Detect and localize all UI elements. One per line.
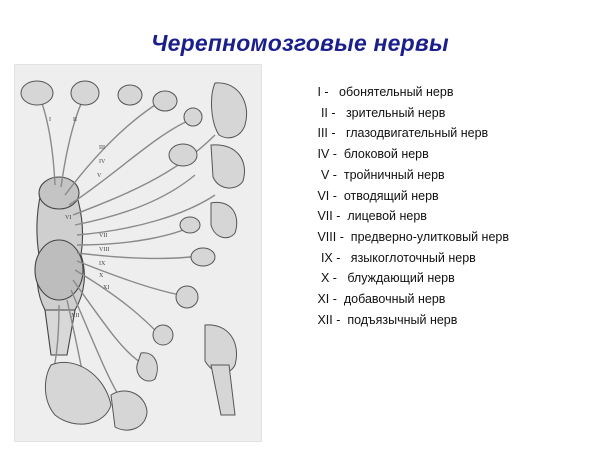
figure-numeral-VI: VI: [65, 215, 72, 221]
nerve-item-8: VIII - предверно-улитковый нерв: [314, 229, 509, 244]
nerve-item-10: X - блуждающий нерв: [314, 271, 455, 286]
figure-numeral-IV: IV: [99, 159, 106, 165]
nerve-item-9: IX - языкоглоточный нерв: [314, 250, 476, 265]
figure-numeral-VII: VII: [99, 233, 108, 239]
figure-numeral-IX: IX: [99, 261, 106, 267]
brainstem-drawing: [35, 177, 84, 355]
cranial-nerves-illustration: [14, 64, 262, 442]
nerve-item-5: V - тройничный нерв: [314, 167, 445, 182]
figure-numeral-X: X: [99, 273, 104, 279]
nerve-item-7: VII - лицевой нерв: [314, 209, 427, 224]
slide-title: Черепномозговые нервы: [151, 30, 449, 56]
nerve-item-1: I - обонятельный нерв: [314, 85, 454, 99]
figure-numeral-VIII: VIII: [99, 247, 110, 253]
nerve-item-3: III - глазодвигательный нерв: [314, 126, 489, 141]
figure-numeral-XI: XI: [103, 285, 110, 291]
figure-numeral-I: I: [49, 117, 51, 123]
figure-numeral-III: III: [99, 145, 105, 151]
nerve-item-12: XII - подъязычный нерв: [314, 312, 458, 327]
nerve-item-2: II - зрительный нерв: [314, 105, 446, 120]
figure-numeral-XII: XII: [71, 313, 80, 319]
figure-numeral-V: V: [97, 173, 102, 179]
nerve-item-4: IV - блоковой нерв: [314, 147, 429, 162]
nerve-item-6: VI - отводящий нерв: [314, 188, 439, 203]
figure-numeral-II: II: [73, 117, 77, 123]
nerve-item-11: XI - добавочный нерв: [314, 292, 446, 307]
cranial-nerve-list: [314, 82, 509, 330]
